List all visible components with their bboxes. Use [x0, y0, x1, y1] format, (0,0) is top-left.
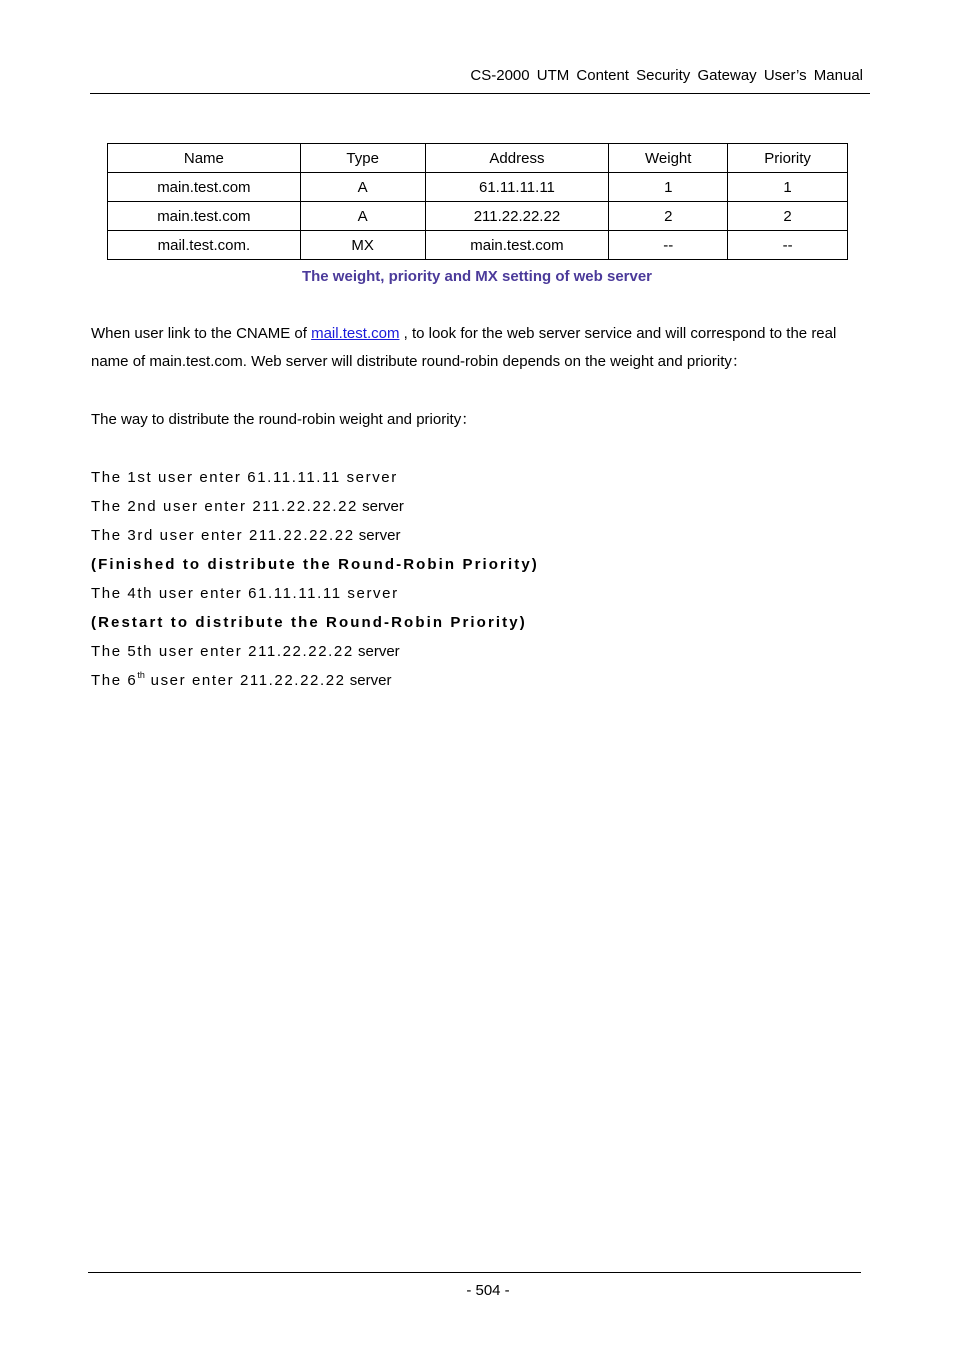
- distribution-intro-paragraph: The way to distribute the round-robin weight and priority：: [91, 411, 477, 428]
- column-header-type: Type: [300, 144, 425, 173]
- table-caption: The weight, priority and MX setting of web server: [301, 268, 653, 285]
- step-3rd-user: [91, 522, 866, 551]
- paragraph-text: When user link to the CNAME of: [91, 325, 312, 342]
- step-text-tail: server: [345, 672, 392, 689]
- manual-header-title: CS-2000 UTM Content Security Gateway User’s Manual: [470, 67, 863, 84]
- table-cell-priority: 1: [728, 173, 848, 202]
- footer-divider: [88, 1272, 861, 1273]
- table-cell-address: 61.11.11.11: [425, 173, 609, 202]
- dns-records-table: [107, 143, 848, 260]
- cname-explanation-paragraph: [91, 320, 866, 376]
- finished-round-robin-note: (Finished to distribute the Round-Robin Priority): [91, 556, 539, 573]
- table-cell-name: main.test.com: [108, 202, 301, 231]
- header-divider: [90, 93, 870, 94]
- column-header-priority: Priority: [728, 144, 848, 173]
- step-text-tail: server: [354, 527, 401, 544]
- table-cell-type: MX: [300, 231, 425, 260]
- table-header-row: [108, 144, 848, 173]
- table-cell-weight: --: [609, 231, 728, 260]
- step-text: The 5th user enter 211.22.22.22: [91, 643, 354, 660]
- column-header-name: Name: [108, 144, 301, 173]
- table-cell-name: main.test.com: [108, 173, 301, 202]
- restart-round-robin-note: (Restart to distribute the Round-Robin Priority): [91, 614, 527, 631]
- column-header-weight: Weight: [609, 144, 728, 173]
- step-text-tail: server: [353, 643, 400, 660]
- step-text-tail: server: [357, 498, 404, 515]
- step-1st-user: The 1st user enter 61.11.11.11 server: [91, 469, 398, 486]
- table-cell-type: A: [300, 173, 425, 202]
- step-2nd-user: [91, 493, 866, 522]
- table-cell-priority: 2: [728, 202, 848, 231]
- step-4th-user: The 4th user enter 61.11.11.11 server: [91, 585, 399, 602]
- table-cell-weight: 1: [609, 173, 728, 202]
- mail-test-com-link[interactable]: mail.test.com: [311, 325, 400, 342]
- step-6th-user: [91, 667, 866, 696]
- column-header-address: Address: [425, 144, 609, 173]
- table-cell-address: 211.22.22.22: [425, 202, 609, 231]
- table-row: [108, 202, 848, 231]
- table-row: [108, 173, 848, 202]
- table-cell-weight: 2: [609, 202, 728, 231]
- step-5th-user: [91, 638, 866, 667]
- step-text: The 2nd user enter 211.22.22.22: [91, 498, 358, 515]
- table-cell-address: main.test.com: [425, 231, 609, 260]
- step-text: user enter 211.22.22.22: [144, 672, 346, 689]
- table-cell-name: mail.test.com.: [108, 231, 301, 260]
- round-robin-steps: [91, 464, 866, 696]
- table-cell-type: A: [300, 202, 425, 231]
- page-number: - 504 -: [466, 1282, 510, 1299]
- ordinal-suffix: th: [137, 670, 145, 680]
- table-cell-priority: --: [728, 231, 848, 260]
- table-row: [108, 231, 848, 260]
- step-text: The 3rd user enter 211.22.22.22: [91, 527, 355, 544]
- paragraph-text: , to look for the web server service and will correspond to the real name of main.test.com. Web server will distribute round-robin depends on the weight and priority：: [91, 325, 837, 370]
- step-text: The 6: [91, 672, 138, 689]
